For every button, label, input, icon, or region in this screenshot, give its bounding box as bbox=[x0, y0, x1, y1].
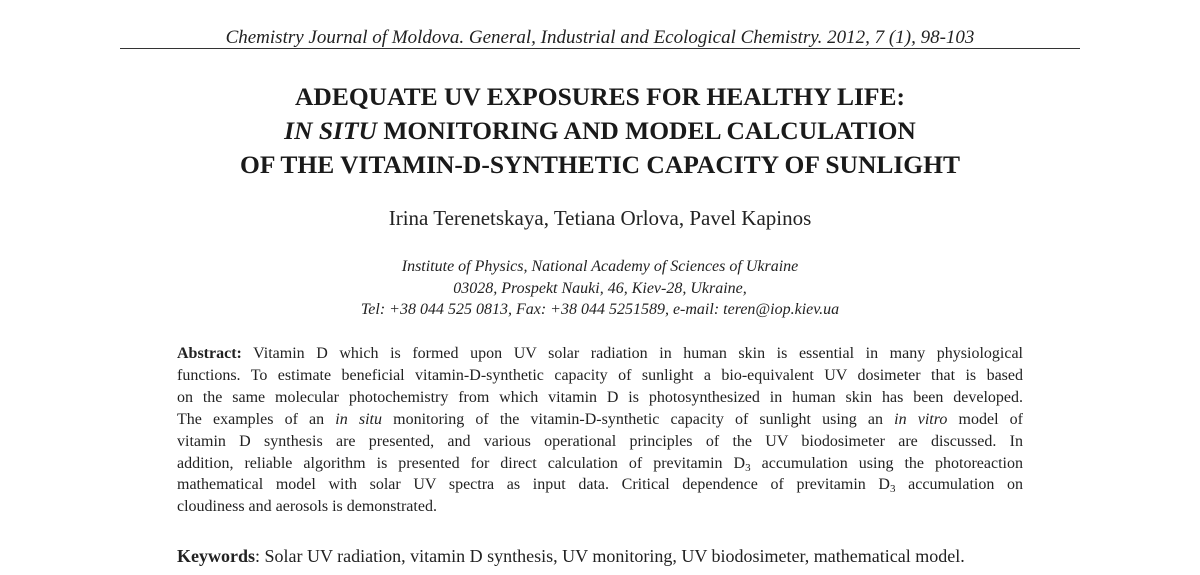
abstract-text: addition, reliable algorithm is presented for direct calculation of previtamin D bbox=[177, 454, 746, 472]
abstract-line bbox=[177, 343, 1023, 365]
abstract-line: on the same molecular photochemistry from which vitamin D is photosynthesized in human skin has been developed. bbox=[177, 388, 1023, 406]
abstract-text: Vitamin D which is formed upon UV solar radiation in human skin is essential in many physiological bbox=[241, 345, 1023, 362]
keywords-label: Keywords bbox=[177, 546, 255, 566]
title-line-2-rest: MONITORING AND MODEL CALCULATION bbox=[376, 116, 916, 145]
title-in-situ: IN SITU bbox=[284, 116, 377, 145]
abstract-in-situ: in situ bbox=[335, 410, 382, 428]
affiliation-contact: Tel: +38 044 525 0813, Fax: +38 044 5251589, e-mail: teren@iop.kiev.ua bbox=[360, 301, 840, 318]
abstract-line bbox=[177, 409, 1023, 431]
keywords-text: : Solar UV radiation, vitamin D synthesis, UV monitoring, UV biodosimeter, mathematical model. bbox=[255, 546, 965, 566]
abstract-text: accumulation using the photoreaction bbox=[750, 454, 1024, 472]
title-line-2 bbox=[100, 114, 1100, 148]
header-rule bbox=[120, 48, 1080, 49]
affiliation-address: 03028, Prospekt Nauki, 46, Kiev-28, Ukraine, bbox=[453, 279, 747, 297]
subscript: 3 bbox=[889, 483, 896, 496]
affiliation-institute: Institute of Physics, National Academy of Sciences of Ukraine bbox=[401, 258, 799, 275]
abstract-line bbox=[177, 453, 1023, 475]
abstract-line: functions. To estimate beneficial vitamin-D-synthetic capacity of sunlight a bio-equivalent UV dosimeter that is based bbox=[177, 366, 1023, 384]
authors: Irina Terenetskaya, Tetiana Orlova, Pavel Kapinos bbox=[388, 206, 812, 230]
abstract-text: monitoring of the vitamin-D-synthetic capacity of sunlight using an bbox=[381, 410, 895, 428]
title-line-1: ADEQUATE UV EXPOSURES FOR HEALTHY LIFE: bbox=[295, 82, 905, 111]
abstract-in-vitro: in vitro bbox=[894, 410, 948, 428]
abstract-line bbox=[177, 474, 1023, 496]
keywords bbox=[177, 545, 1077, 567]
paper-title bbox=[100, 80, 1100, 182]
abstract-text: model of bbox=[947, 410, 1023, 428]
title-line-3: OF THE VITAMIN-D-SYNTHETIC CAPACITY OF SUNLIGHT bbox=[240, 150, 960, 179]
affiliation bbox=[100, 256, 1100, 321]
abstract-line: cloudiness and aerosols is demonstrated. bbox=[177, 498, 437, 516]
abstract bbox=[177, 343, 1023, 518]
abstract-text: accumulation on bbox=[895, 476, 1023, 494]
abstract-text: The examples of an bbox=[177, 410, 336, 428]
abstract-label: Abstract: bbox=[177, 345, 242, 362]
abstract-text: mathematical model with solar UV spectra as input data. Critical dependence of previtamin D bbox=[177, 476, 890, 494]
journal-header: Chemistry Journal of Moldova. General, Industrial and Ecological Chemistry. 2012, 7 (1), 98-103 bbox=[225, 27, 975, 48]
abstract-line: vitamin D synthesis are presented, and various operational principles of the UV biodosimeter are discussed. In bbox=[177, 432, 1023, 450]
subscript: 3 bbox=[745, 461, 751, 474]
